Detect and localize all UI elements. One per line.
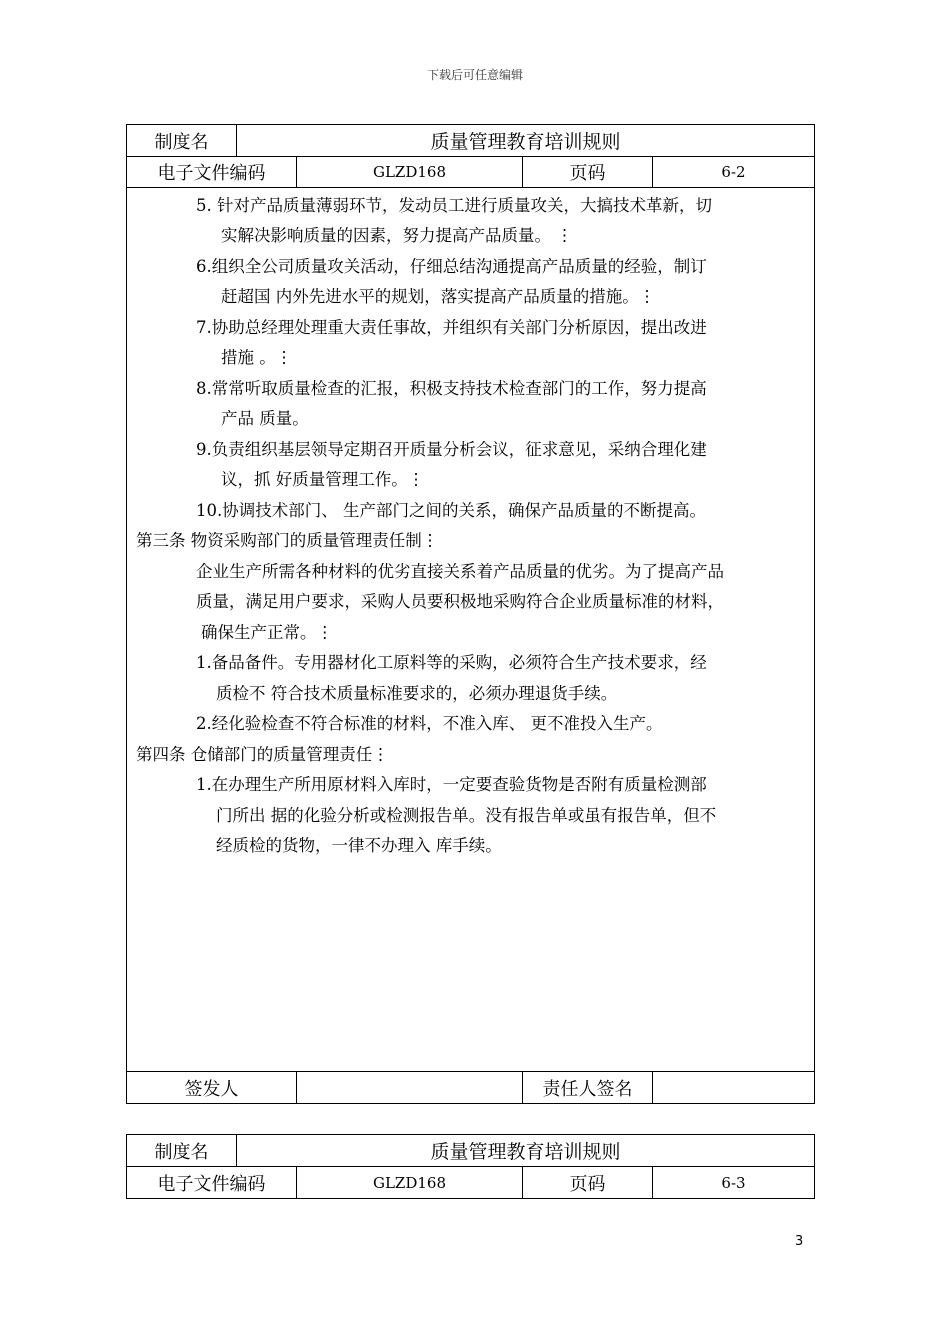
body-line: 确保生产正常。⋮ — [201, 623, 333, 642]
body-line: 10.协调技术部门、 生产部门之间的关系，确保产品质量的不断提高。 — [196, 501, 706, 520]
body-line: 门所出 据的化验分析或检测报告单。没有报告单或虽有报告单，但不 — [216, 806, 717, 825]
label-name: 制度名 — [127, 1135, 237, 1166]
label-page: 页码 — [523, 1167, 653, 1198]
label-responsible: 责任人签名 — [523, 1072, 653, 1103]
body-line: 9.负责组织基层领导定期召开质量分析会议，征求意见，采纳合理化建 — [196, 440, 707, 459]
body-line: 1.备品备件。专用器材化工原料等的采购，必须符合生产技术要求，经 — [196, 653, 707, 672]
body-line: 措施 。⋮ — [221, 348, 293, 367]
title-row — [127, 125, 814, 157]
responsible-field[interactable] — [653, 1072, 814, 1103]
form-page-6-2 — [126, 124, 815, 1104]
body-line: 7.协助总经理处理重大责任事故，并组织有关部门分析原因，提出改进 — [196, 318, 707, 337]
body-line: 5. 针对产品质量薄弱环节，发动员工进行质量攻关，大搞技术革新，切 — [196, 196, 712, 215]
body-line: 实解决影响质量的因素，努力提高产品质量。 ⋮ — [221, 226, 573, 245]
label-page: 页码 — [523, 157, 653, 187]
code-row — [127, 157, 814, 188]
header-note: 下载后可任意编辑 — [426, 68, 523, 82]
body-line: 质量，满足用户要求，采购人员要积极地采购符合企业质量标准的材料， — [196, 592, 724, 611]
issuer-field[interactable] — [297, 1072, 523, 1103]
body-line: 2.经化验检查不符合标准的材料，不准入库、 更不准投入生产。 — [196, 714, 663, 733]
doc-title: 质量管理教育培训规则 — [430, 1141, 621, 1163]
label-issuer: 签发人 — [127, 1072, 297, 1103]
body-line: 产品 质量。 — [221, 409, 309, 428]
code-value: GLZD168 — [297, 157, 523, 187]
code-value: GLZD168 — [297, 1167, 523, 1198]
body-line: 1.在办理生产所用原材料入库时，一定要查验货物是否附有质量检测部 — [196, 775, 707, 794]
footer-page-number: 3 — [795, 1234, 804, 1249]
label-code: 电子文件编码 — [127, 1167, 297, 1198]
page-value: 6-2 — [721, 163, 746, 181]
body-line: 企业生产所需各种材料的优劣直接关系着产品质量的优劣。为了提高产品 — [196, 562, 724, 581]
doc-title: 质量管理教育培训规则 — [430, 131, 621, 153]
body-line: 质检不 符合技术质量标准要求的，必须办理退货手续。 — [216, 684, 618, 703]
body-line: 赶超国 内外先进水平的规划，落实提高产品质量的措施。⋮ — [221, 287, 656, 306]
body-line: 议，抓 好质量管理工作。⋮ — [221, 470, 425, 489]
section-heading: 第三条 物资采购部门的质量管理责任制⋮ — [136, 531, 439, 550]
title-row — [127, 1135, 814, 1167]
body-line: 6.组织全公司质量攻关活动，仔细总结沟通提高产品质量的经验，制订 — [196, 257, 707, 276]
signature-row — [127, 1072, 814, 1103]
label-code: 电子文件编码 — [127, 157, 297, 187]
form-page-6-3 — [126, 1134, 815, 1199]
code-row — [127, 1167, 814, 1198]
page-value: 6-3 — [721, 1173, 746, 1192]
body-line: 经质检的货物，一律不办理入 库手续。 — [216, 836, 502, 855]
label-name: 制度名 — [127, 125, 237, 156]
section-heading: 第四条 仓储部门的质量管理责任⋮ — [136, 745, 389, 764]
body-line: 8.常常听取质量检查的汇报，积极支持技术检查部门的工作，努力提高 — [196, 379, 707, 398]
body-text — [127, 188, 814, 1072]
